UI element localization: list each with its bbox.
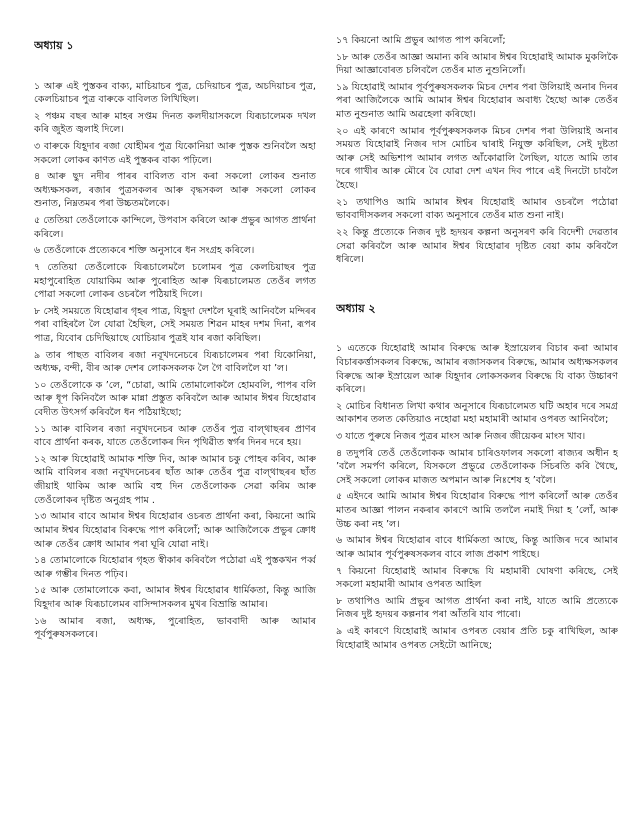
chapter-2-heading: অধ্যায় ২ (336, 301, 376, 315)
verse: ১ আৰু এই পুস্তকৰ বাক্য, মাচিয়াচৰ পুত্ৰ, চেদিয়াচৰ পুত্ৰ, অচদিয়াচৰ পুত্ৰ, কেলচিয়াচৰ পুত্ৰ বাৰুকে বাবিলত লিখিছিল। (34, 80, 316, 106)
verse: ৩ যাতে পুৰুষে নিজৰ পুত্ৰৰ মাংস আৰু নিজৰ জীয়েকৰ মাংস খাব। (336, 431, 586, 443)
verse: ২২ কিন্তু প্ৰত্যেকে নিজৰ দুষ্ট হৃদয়ৰ কল্পনা অনুসৰণ কৰি বিদেশী দেৱতাৰ সেৱা কৰিবলৈ আৰু আমাৰ ঈশ্বৰ যিহোৱাৰ দৃষ্টিত বেয়া কাম কৰিবলৈ ধৰিলে। (336, 226, 618, 266)
verse: ৭ কিয়নো যিহোৱাই আমাৰ বিৰুদ্ধে যি মহামাৰী ঘোষণা কৰিছে, সেই সকলো মহামাৰী আমাৰ ওপৰত আহিল (336, 565, 618, 591)
verse: ৮ তথাপিও আমি প্ৰভুৰ আগত প্ৰাৰ্থনা কৰা নাই, যাতে আমি প্ৰত্যেকে নিজৰ দুষ্ট হৃদয়ৰ কল্পনাৰ পৰা আঁতৰি যাব পাৰো। (336, 595, 618, 621)
verse: ৭ তেতিয়া তেওঁলোকে যিৰূচালেমলৈ চলোমৰ পুত্ৰ কেলচিয়াছৰ পুত্ৰ মহাপুৰোহিত যোয়াকিম আৰু পুৰোহিত আৰু যিৰূচালেমত তেওঁৰ লগত পোৱা সকলো লোকৰ ওচৰলৈ পঠিয়াই দিলে। (34, 261, 316, 301)
right-column (336, 34, 618, 816)
chapter-2-verses (336, 342, 618, 652)
verse: ৬ তেওঁলোকে প্ৰত্যেকৰে শক্তি অনুসাৰে ধন সংগ্ৰহ কৰিলে। (34, 245, 255, 257)
verse: ৫ এইদৰে আমি আমাৰ ঈশ্বৰ যিহোৱাৰ বিৰুদ্ধে পাপ কৰিলোঁ আৰু তেওঁৰ মাতৰ আজ্ঞা পালন নকৰাৰ কাৰণে আমি তললৈ নমাই দিয়া হ ’লোঁ, আৰু উচ্চ কৰা নহ ’ল। (336, 491, 618, 530)
chapter-1-continued-verses (336, 34, 618, 267)
verse: ৮ সেই সময়তে যিহোৱাৰ গৃহৰ পাত্ৰ, যিহূদা দেশলৈ ঘূৰাই আনিবলৈ মন্দিৰৰ পৰা বাহিৰলৈ লৈ যোৱা হৈছিল, সেই সময়ত শিৱন মাহৰ দশম দিনা, ৰূপৰ পাত্ৰ, যিবোৰ চেদিছিয়াছে যোচিয়াৰ পুত্ৰই যাৰ ৰজা কৰিছিল। (34, 305, 316, 344)
verse: ১৪ তোমালোকে যিহোৱাৰ গৃহত স্বীকাৰ কৰিবলৈ পঠোৱা এই পুস্তকখন পৰ্ব্ব আৰু গম্ভীৰ দিনত পঢ়িব। (34, 555, 316, 580)
verse: ১১ আৰু বাবিলৰ ৰজা নবূখদনেচৰ আৰু তেওঁৰ পুত্ৰ বাল্‌থাছৰৰ প্ৰাণৰ বাবে প্ৰাৰ্থনা কৰক, যাতে তেওঁলোকৰ দিন পৃথিৱীত স্বৰ্গৰ দিনৰ দৰে হয়। (34, 423, 316, 449)
verse: ১৯ যিহোৱাই আমাৰ পূৰ্বপুৰুষসকলক মিচৰ দেশৰ পৰা উলিয়াই অনাৰ দিনৰ পৰা আজিলৈকে আমি আমাৰ ঈশ্বৰ যিহোৱাৰ অবাধ্য হৈছো আৰু তেওঁৰ মাত নুশুনাত আমি অৱহেলা কৰিছো। (336, 81, 618, 121)
verse: ২ পঞ্চম বছৰ আৰু মাহৰ সপ্তম দিনত কলদীয়াসকলে যিৰূচালেমক দখল কৰি জুইত জ্বলাই দিলে। (34, 110, 316, 136)
verse: ১২ আৰু যিহোৱাই আমাক শক্তি দিব, আৰু আমাৰ চকু পোহৰ কৰিব, আৰু আমি বাবিলৰ ৰজা নবূখদনেচৰৰ ছাঁত আৰু তেওঁৰ পুত্ৰ বাল্‌থাছৰৰ ছাঁত জীয়াই থাকিম আৰু আমি বহু দিন তেওঁলোকক সেৱা কৰিম আৰু তেওঁলোকৰ দৃষ্টিত অনুগ্ৰহ পাম . (34, 453, 316, 506)
verse: ১৮ আৰু তেওঁৰ আজ্ঞা অমান্য কৰি আমাৰ ঈশ্বৰ যিহোৱাই আমাক মুকলিকৈ দিয়া আজ্ঞাবোৰত চলিবলৈ তেওঁৰ মাত নুশুনিলোঁ। (336, 51, 618, 77)
verse: ১৫ আৰু তোমালোকে কবা, আমাৰ ঈশ্বৰ যিহোৱাৰ ধাৰ্মিকতা, কিন্তু আজি যিহূদাৰ আৰু যিৰূচালেমৰ বাসিন্দাসকলৰ মুখৰ বিভ্ৰান্তি আমাৰ। (34, 585, 316, 610)
left-column (34, 38, 316, 816)
chapter-1-heading: অধ্যায় ১ (34, 39, 74, 52)
verse: ৫ তেতিয়া তেওঁলোকে কান্দিলে, উপবাস কৰিলে আৰু প্ৰভুৰ আগত প্ৰাৰ্থনা কৰিলে। (34, 215, 316, 240)
verse: ৯ তাৰ পাছত বাবিলৰ ৰজা নবূখদনেচৰে যিৰূচালেমৰ পৰা যিকোনিয়া, অধ্যক্ষ, বন্দী, বীৰ আৰু দেশৰ লোকসকলক লৈ গৈ বাবিললৈ যা ’ল। (34, 349, 316, 375)
verse: ১ এতেকে যিহোৱাই আমাৰ বিৰুদ্ধে আৰু ইস্ৰায়েলৰ বিচাৰ কৰা আমাৰ বিচাৰকৰ্ত্তাসকলৰ বিৰুদ্ধে, আমাৰ ৰজাসকলৰ বিৰুদ্ধে, আমাৰ অধ্যক্ষসকলৰ বিৰুদ্ধে আৰু ইস্ৰায়েল আৰু যিহূদাৰ লোকসকলৰ বিৰুদ্ধে যি বাক্য উচ্চাৰণ কৰিলে। (336, 343, 618, 396)
chapter-1-verses (34, 80, 316, 642)
verse: ২১ তথাপিও আমি আমাৰ ঈশ্বৰ যিহোৱাই আমাৰ ওচৰলৈ পঠোৱা ভাববাদীসকলৰ সকলো বাক্য অনুসাৰে তেওঁৰ মাত শুনা নাই। (336, 196, 618, 222)
verse: ৬ আমাৰ ঈশ্বৰ যিহোৱাৰ বাবে ধাৰ্মিকতা আছে, কিন্তু আজিৰ দৰে আমাৰ আৰু আমাৰ পূৰ্বপুৰুষসকলৰ বাবে লাজ প্ৰকাশ পাইছে। (336, 535, 618, 560)
two-column-layout (34, 35, 618, 816)
verse: ১৬ আমাৰ ৰজা, অধ্যক্ষ, পুৰোহিত, ভাববাদী আৰু আমাৰ পূৰ্বপুৰুষসকলৰে। (34, 615, 316, 641)
verse: ৯ এই কাৰণে যিহোৱাই আমাৰ ওপৰত বেয়াৰ প্ৰতি চকু ৰাখিছিল, আৰু যিহোৱাই আমাৰ ওপৰত সেইটো আনিছে; (336, 625, 618, 651)
verse: ১৭ কিয়নো আমি প্ৰভুৰ আগত পাপ কৰিলোঁ; (336, 35, 506, 46)
verse: ১০ তেওঁলোকে ক ’লে, “চোৱা, আমি তোমালোকলৈ হোমবলি, পাপৰ বলি আৰু ধূপ কিনিবলৈ আৰু মান্না প্ৰস্তুত কৰিবলৈ আৰু আমাৰ ঈশ্বৰ যিহোৱাৰ বেদীত উৎসৰ্গ কৰিবলৈ ধন পঠিয়াইছো; (34, 379, 316, 419)
verse: ১৩ আমাৰ বাবে আমাৰ ঈশ্বৰ যিহোৱাৰ ওচৰত প্ৰাৰ্থনা কৰা, কিয়নো আমি আমাৰ ঈশ্বৰ যিহোৱাৰ বিৰুদ্ধে পাপ কৰিলোঁ; আৰু আজিলৈকে প্ৰভুৰ ক্ৰোধ আৰু তেওঁৰ ক্ৰোধ আমাৰ পৰা ঘূৰি যোৱা নাই। (34, 511, 316, 550)
verse: ৪ তদুপৰি তেওঁ তেওঁলোকক আমাৰ চাৰিওফালৰ সকলো ৰাজ্যৰ অধীন হ ’বলৈ সমৰ্পণ কৰিলে, যিসকলে প্ৰভুৱে তেওঁলোকক সিঁচৰতি কৰি থৈছে, সেই সকলো লোকৰ মাজত অপমান আৰু নিঃশেষ হ ’বলৈ। (336, 447, 618, 486)
verse: ২০ এই কাৰণে আমাৰ পূৰ্বপুৰুষসকলক মিচৰ দেশৰ পৰা উলিয়াই অনাৰ সময়ত যিহোৱাই নিজৰ দাস মোচিৰ দ্বাৰাই নিযুক্ত কৰিছিল, সেই দুষ্টতা আৰু সেই অভিশাপ আমাৰ লগত আঁকোৱালি লৈছিল, যাতে আমি তাৰ দৰে গাখীৰ আৰু মৌৰে বৈ যোৱা দেশ এখন দিব পাৰে এই দিনটো চাবলৈ হৈছে। (336, 125, 618, 192)
verse: ২ মোচিৰ বিধানত লিখা কথাৰ অনুসাৰে যিৰূচালেমত ঘটি অহাৰ দৰে সমগ্ৰ আকাশৰ তলত কেতিয়াও নহোৱা মহা মহামাৰী আমাৰ ওপৰত আনিবলৈ; (336, 400, 618, 426)
verse: ৪ আৰু ছুদ নদীৰ পাৰৰ বাবিলত বাস কৰা সকলো লোকৰ শুনাত অধ্যক্ষসকল, ৰজাৰ পুত্ৰসকলৰ আৰু বৃদ্ধসকল আৰু সকলো লোকৰ শুনাত, নিম্নতমৰ পৰা উচ্চতমলৈকে। (34, 171, 316, 210)
verse: ৩ বাৰুকে যিহূদাৰ ৰজা যোহীমৰ পুত্ৰ যিকোনিয়া আৰু পুস্তক শুনিবলৈ অহা সকলো লোকৰ কাণত এই পুস্তকৰ বাক্য পঢ়িলে। (34, 141, 316, 166)
